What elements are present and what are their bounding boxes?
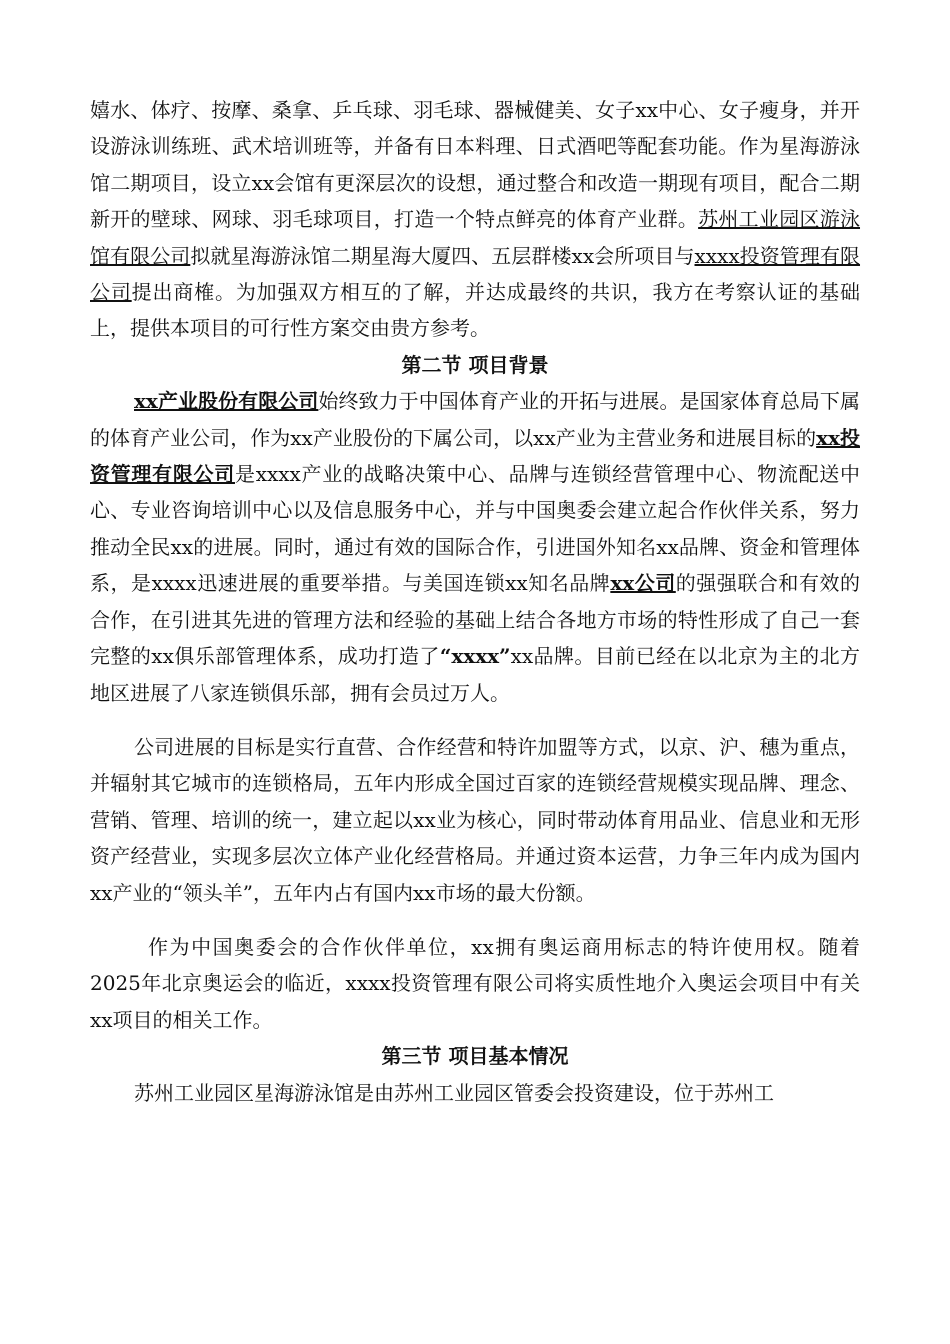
section-heading: 第二节 项目背景 bbox=[401, 352, 549, 377]
bold-brand-name: “xxxx” bbox=[439, 644, 511, 669]
text-run: xx品牌。目前已经在以北京为主的北方地区进展了八家连锁俱乐部，拥有会员过万人。 bbox=[90, 644, 860, 705]
background-paragraph-1 bbox=[90, 383, 860, 711]
bold-underlined-company-name: xx公司 bbox=[610, 571, 676, 596]
basic-info-paragraph: 苏州工业园区星海游泳馆是由苏州工业园区管委会投资建设，位于苏州工 bbox=[134, 1080, 774, 1105]
intro-paragraph bbox=[90, 92, 860, 347]
text-run: 始终致力于中国体育产业的开拓与进展。是国家体育总局下属的体育产业公司，作为xx产业股份的下属公司，以xx产业为主营业务和进展目标的 bbox=[90, 389, 860, 450]
bold-underlined-company-name: xx投资管理有限公司 bbox=[90, 425, 860, 487]
text-run: 的强强联合和有效的合作，在引进其先进的管理方法和经验的基础上结合各地方市场的特性形成了自己一套完整的xx俱乐部管理体系，成功打造了 bbox=[90, 571, 860, 669]
background-paragraph-2: 公司进展的目标是实行直营、合作经营和特许加盟等方式，以京、沪、穗为重点，并辐射其它城市的连锁格局，五年内形成全国过百家的连锁经营规模实现品牌、理念、营销、管理、培训的统一，建立起以xx业为核心，同时带动体育用品业、信息业和无形资产经营业，实现多层次立体产业化经营格局。并通过资本运营，力争三年内成为国内xx产业的“领头羊”，五年内占有国内xx市场的最大份额。 bbox=[90, 734, 860, 905]
text-run: 嬉水、体疗、按摩、桑拿、乒乓球、羽毛球、器械健美、女子xx中心、女子瘦身，并开设游泳训练班、武术培训班等，并备有日本料理、日式酒吧等配套功能。作为星海游泳馆二期项目，设立xx会馆有更深层次的设想，通过整合和改造一期现有项目，配合二期新开的壁球、网球、羽毛球项目，打造一个特点鲜亮的体育产业群。 bbox=[90, 98, 860, 232]
document-page bbox=[90, 92, 860, 1111]
underlined-company-name: xxxx投资管理有限公司 bbox=[90, 243, 861, 305]
text-run: 是xxxx产业的战略决策中心、品牌与连锁经营管理中心、物流配送中心、专业咨询培训中心以及信息服务中心，并与中国奥委会建立起合作伙伴关系，努力推动全民xx的进展。同时，通过有效的国际合作，引进国外知名xx品牌、资金和管理体系，是xxxx迅速进展的重要举措。与美国连锁xx知名品牌 bbox=[90, 462, 861, 596]
text-run: 提出商榷。为加强双方相互的了解，并达成最终的共识，我方在考察认证的基础上，提供本项目的可行性方案交由贵方参考。 bbox=[90, 280, 861, 341]
underlined-company-name: 苏州工业园区游泳馆有限公司 bbox=[90, 207, 861, 268]
section-heading: 第三节 项目基本情况 bbox=[381, 1044, 569, 1069]
text-run: 拟就星海游泳馆二期星海大厦四、五层群楼xx会所项目与 bbox=[190, 243, 695, 268]
background-paragraph-3: 作为中国奥委会的合作伙伴单位，xx拥有奥运商用标志的特许使用权。随着2025年北京奥运会的临近，xxxx投资管理有限公司将实质性地介入奥运会项目中有关xx项目的相关工作。 bbox=[90, 934, 860, 1032]
bold-underlined-company-name: xx产业股份有限公司 bbox=[134, 389, 319, 414]
